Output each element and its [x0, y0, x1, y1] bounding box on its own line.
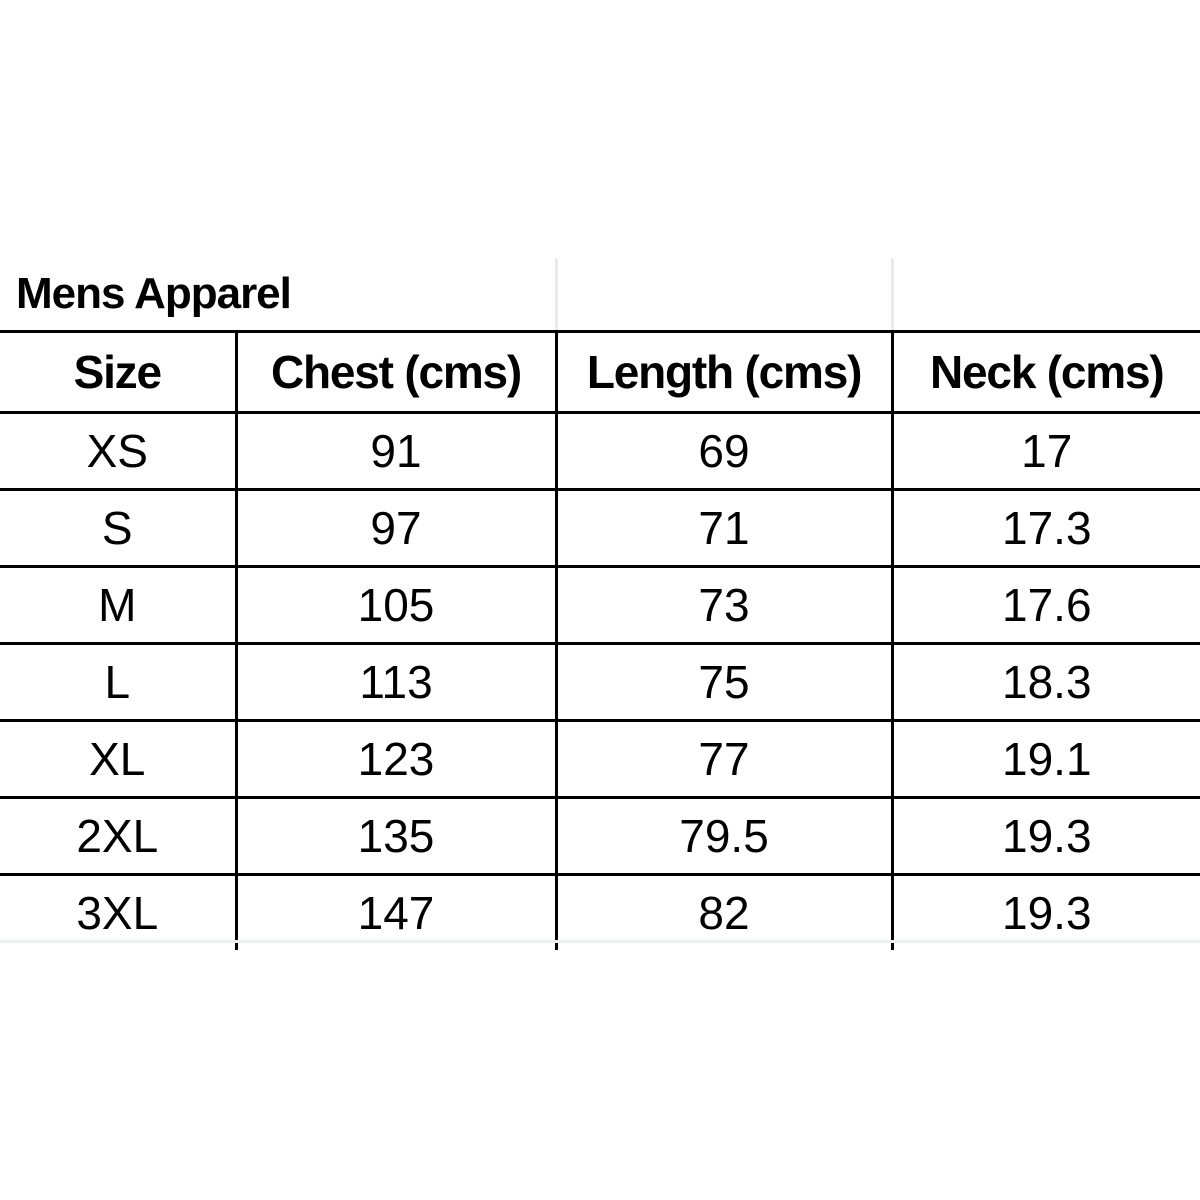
title-row-spacer-2: [892, 258, 1200, 332]
cell-size: XS: [0, 413, 236, 490]
cell-neck: 19.1: [892, 721, 1200, 798]
page-title: Mens Apparel: [0, 258, 556, 332]
cell-length: 77: [556, 721, 892, 798]
table-row: [0, 875, 1200, 951]
table-row: [0, 490, 1200, 567]
cell-neck: 19.3: [892, 798, 1200, 875]
cell-chest: 147: [236, 875, 556, 951]
cell-neck: 17: [892, 413, 1200, 490]
table-row: [0, 413, 1200, 490]
cell-length: 79.5: [556, 798, 892, 875]
cell-length: 69: [556, 413, 892, 490]
column-header-length: Length (cms): [556, 332, 892, 413]
cell-neck: 19.3: [892, 875, 1200, 951]
cell-length: 73: [556, 567, 892, 644]
table-body: [0, 413, 1200, 951]
cell-size: 2XL: [0, 798, 236, 875]
cell-size: M: [0, 567, 236, 644]
cell-chest: 135: [236, 798, 556, 875]
column-header-chest: Chest (cms): [236, 332, 556, 413]
table-header-row: [0, 332, 1200, 413]
cell-chest: 97: [236, 490, 556, 567]
cell-length: 71: [556, 490, 892, 567]
cell-length: 82: [556, 875, 892, 951]
title-row-spacer-1: [556, 258, 892, 332]
cell-chest: 105: [236, 567, 556, 644]
table-bottom-edge: [0, 940, 1200, 943]
size-chart-table: [0, 258, 1200, 950]
column-header-size: Size: [0, 332, 236, 413]
cell-size: XL: [0, 721, 236, 798]
cell-size: S: [0, 490, 236, 567]
column-header-neck: Neck (cms): [892, 332, 1200, 413]
cell-neck: 17.6: [892, 567, 1200, 644]
table-head: [0, 258, 1200, 413]
cell-chest: 123: [236, 721, 556, 798]
table-title-row: [0, 258, 1200, 332]
cell-chest: 113: [236, 644, 556, 721]
table-row: [0, 798, 1200, 875]
cell-size: L: [0, 644, 236, 721]
table-row: [0, 567, 1200, 644]
table-row: [0, 644, 1200, 721]
cell-chest: 91: [236, 413, 556, 490]
size-chart-container: [0, 258, 1200, 950]
cell-neck: 18.3: [892, 644, 1200, 721]
cell-size: 3XL: [0, 875, 236, 951]
cell-length: 75: [556, 644, 892, 721]
cell-neck: 17.3: [892, 490, 1200, 567]
table-row: [0, 721, 1200, 798]
